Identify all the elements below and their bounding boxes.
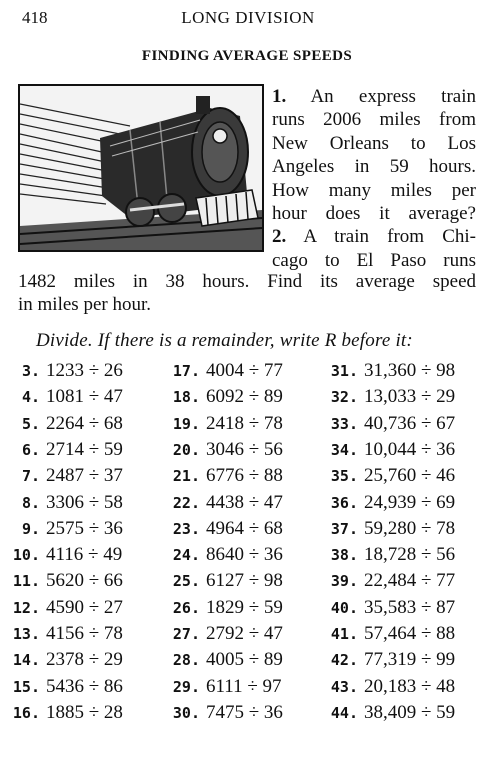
exercise-number: 14. <box>12 651 40 670</box>
exercise-expression: 5436 ÷ 86 <box>46 675 123 697</box>
exercise-number: 27. <box>172 625 200 643</box>
exercise-number: 39. <box>330 572 358 591</box>
exercise-number: 10. <box>12 546 40 565</box>
exercise-item <box>318 492 455 518</box>
exercise-item <box>160 360 283 386</box>
exercise-expression: 38,409 ÷ 59 <box>364 701 456 723</box>
exercise-expression: 4438 ÷ 47 <box>206 491 283 513</box>
exercise-item <box>0 360 123 386</box>
section-title: FINDING AVERAGE SPEEDS <box>141 48 353 64</box>
exercise-number: 21. <box>172 467 200 486</box>
exercise-expression: 13,033 ÷ 29 <box>364 386 456 408</box>
exercise-item <box>0 570 123 596</box>
exercise-number: 22. <box>172 493 200 512</box>
text-line: runs 2006 miles from <box>272 109 476 131</box>
exercise-number: 23. <box>172 519 200 538</box>
exercise-number: 4. <box>21 388 40 407</box>
exercise-expression: 6092 ÷ 89 <box>206 386 283 408</box>
exercise-expression: 10,044 ÷ 36 <box>364 438 456 460</box>
exercise-item <box>318 570 455 596</box>
exercise-expression: 24,939 ÷ 69 <box>364 491 456 513</box>
exercise-expression: 2418 ÷ 78 <box>206 412 283 434</box>
exercise-item <box>160 597 283 623</box>
exercise-expression: 4116 ÷ 49 <box>46 544 123 566</box>
exercise-item <box>160 649 283 675</box>
text-line: in miles per hour. <box>18 294 151 316</box>
exercise-item <box>0 623 123 649</box>
exercise-expression: 4004 ÷ 77 <box>206 360 283 381</box>
exercise-number: 33. <box>330 414 358 433</box>
exercise-item <box>0 518 123 544</box>
exercise-item <box>318 676 455 702</box>
text-line: How many miles per <box>272 179 476 201</box>
exercise-expression: 3306 ÷ 58 <box>46 491 123 513</box>
exercise-item <box>160 623 283 649</box>
exercise-number: 35. <box>330 467 358 486</box>
exercise-expression: 2792 ÷ 47 <box>206 623 283 644</box>
exercise-expression: 1081 ÷ 47 <box>46 386 123 408</box>
exercise-number: 41. <box>330 625 358 643</box>
exercise-item <box>0 386 123 412</box>
exercise-number: 32. <box>330 388 358 407</box>
exercise-item <box>0 465 123 491</box>
exercise-number: 15. <box>12 677 40 696</box>
exercise-expression: 20,183 ÷ 48 <box>364 675 456 697</box>
exercise-expression: 2714 ÷ 59 <box>46 438 123 460</box>
exercise-expression: 2264 ÷ 68 <box>46 412 123 434</box>
exercise-item <box>0 492 123 518</box>
exercise-number: 3. <box>21 362 40 380</box>
exercise-number: 44. <box>330 703 358 722</box>
exercise-item <box>160 492 283 518</box>
exercise-number: 11. <box>12 572 40 591</box>
exercise-item <box>160 518 283 544</box>
exercise-item <box>0 439 123 465</box>
exercise-item <box>160 439 283 465</box>
exercise-number: 26. <box>172 598 200 617</box>
exercise-expression: 22,484 ÷ 77 <box>364 570 456 592</box>
word-problems-wrapped-text <box>272 85 476 272</box>
exercise-instruction: Divide. If there is a remainder, write R before it: <box>36 330 413 351</box>
exercise-expression: 6111 ÷ 97 <box>206 675 282 697</box>
exercise-number: 37. <box>330 519 358 538</box>
exercise-number: 29. <box>172 677 200 696</box>
exercise-item <box>0 544 122 570</box>
problem-number: 2. <box>272 226 287 248</box>
steam-locomotive-illustration <box>18 84 264 252</box>
exercise-item <box>318 623 455 649</box>
exercise-item <box>318 518 455 544</box>
text-line: 2. A train from Chi- <box>272 226 476 248</box>
word-problems-full-text <box>18 270 476 317</box>
exercise-number: 9. <box>21 519 40 538</box>
exercise-expression: 35,583 ÷ 87 <box>364 596 456 618</box>
exercise-number: 34. <box>330 440 358 459</box>
exercise-item <box>318 439 455 465</box>
exercise-expression: 7475 ÷ 36 <box>206 701 283 723</box>
exercise-number: 20. <box>172 440 200 459</box>
exercise-item <box>318 649 455 675</box>
exercise-expression: 3046 ÷ 56 <box>206 438 283 460</box>
text-line: cago to El Paso runs <box>272 249 476 271</box>
exercise-item <box>160 413 283 439</box>
text-line: 1. An express train <box>272 86 476 107</box>
exercise-item <box>318 465 455 491</box>
exercise-item <box>160 544 283 570</box>
exercise-number: 28. <box>172 651 200 670</box>
exercise-item <box>318 413 455 439</box>
exercise-expression: 5620 ÷ 66 <box>46 570 123 592</box>
exercise-item <box>0 597 123 623</box>
exercise-number: 42. <box>330 651 358 670</box>
exercise-item <box>318 702 455 728</box>
exercise-item <box>318 597 455 623</box>
exercise-number: 16. <box>12 703 40 722</box>
page-number: 418 <box>22 8 48 27</box>
problem-number: 1. <box>272 86 287 107</box>
exercise-number: 30. <box>172 703 200 722</box>
exercise-expression: 18,728 ÷ 56 <box>364 544 456 566</box>
exercise-expression: 2378 ÷ 29 <box>46 649 123 671</box>
exercise-number: 13. <box>12 625 40 643</box>
exercise-number: 24. <box>172 546 200 565</box>
exercise-expression: 1233 ÷ 26 <box>46 360 123 381</box>
exercise-expression: 4156 ÷ 78 <box>46 623 123 644</box>
exercise-expression: 4964 ÷ 68 <box>206 517 283 539</box>
exercise-item <box>0 676 123 702</box>
exercise-expression: 1885 ÷ 28 <box>46 701 123 723</box>
exercise-expression: 6127 ÷ 98 <box>206 570 283 592</box>
exercise-number: 5. <box>21 414 40 433</box>
exercise-item <box>0 413 123 439</box>
exercise-number: 25. <box>172 572 200 591</box>
exercise-item <box>160 570 283 596</box>
exercise-expression: 25,760 ÷ 46 <box>364 465 456 487</box>
running-title: LONG DIVISION <box>181 8 315 27</box>
exercise-expression: 4590 ÷ 27 <box>46 596 123 618</box>
text-line: 1482 miles in 38 hours. Find its average speed <box>18 271 476 292</box>
text-line: Angeles in 59 hours. <box>272 156 476 178</box>
exercise-number: 17. <box>172 362 200 380</box>
exercise-number: 6. <box>21 440 40 459</box>
exercise-item <box>160 386 283 412</box>
text-line: hour does it average? <box>272 203 476 225</box>
exercise-expression: 4005 ÷ 89 <box>206 649 283 671</box>
exercise-expression: 6776 ÷ 88 <box>206 465 283 487</box>
exercise-number: 18. <box>172 388 200 407</box>
exercise-item <box>160 702 283 728</box>
exercise-expression: 77,319 ÷ 99 <box>364 649 456 671</box>
exercise-number: 8. <box>21 493 40 512</box>
exercise-number: 40. <box>330 598 358 617</box>
exercise-expression: 2487 ÷ 37 <box>46 465 123 487</box>
exercise-expression: 59,280 ÷ 78 <box>364 517 456 539</box>
exercise-expression: 57,464 ÷ 88 <box>364 623 456 644</box>
exercise-number: 38. <box>330 546 358 565</box>
page-header <box>22 8 474 30</box>
exercise-expression: 8640 ÷ 36 <box>206 544 283 566</box>
exercise-item <box>318 360 455 386</box>
exercise-expression: 31,360 ÷ 98 <box>364 360 456 381</box>
exercise-expression: 2575 ÷ 36 <box>46 517 123 539</box>
exercise-number: 12. <box>12 598 40 617</box>
exercise-number: 36. <box>330 493 358 512</box>
locomotive-drawing <box>20 86 262 250</box>
exercise-item <box>160 676 282 702</box>
exercise-item <box>160 465 283 491</box>
exercise-number: 19. <box>172 414 200 433</box>
exercise-number: 31. <box>330 362 358 380</box>
exercise-number: 43. <box>330 677 358 696</box>
exercise-expression: 1829 ÷ 59 <box>206 596 283 618</box>
exercise-expression: 40,736 ÷ 67 <box>364 412 456 434</box>
exercise-number: 7. <box>21 467 40 486</box>
exercise-item <box>318 544 455 570</box>
exercise-item <box>0 649 123 675</box>
text-line: New Orleans to Los <box>272 132 476 154</box>
exercise-item <box>318 386 455 412</box>
exercise-item <box>0 702 123 728</box>
